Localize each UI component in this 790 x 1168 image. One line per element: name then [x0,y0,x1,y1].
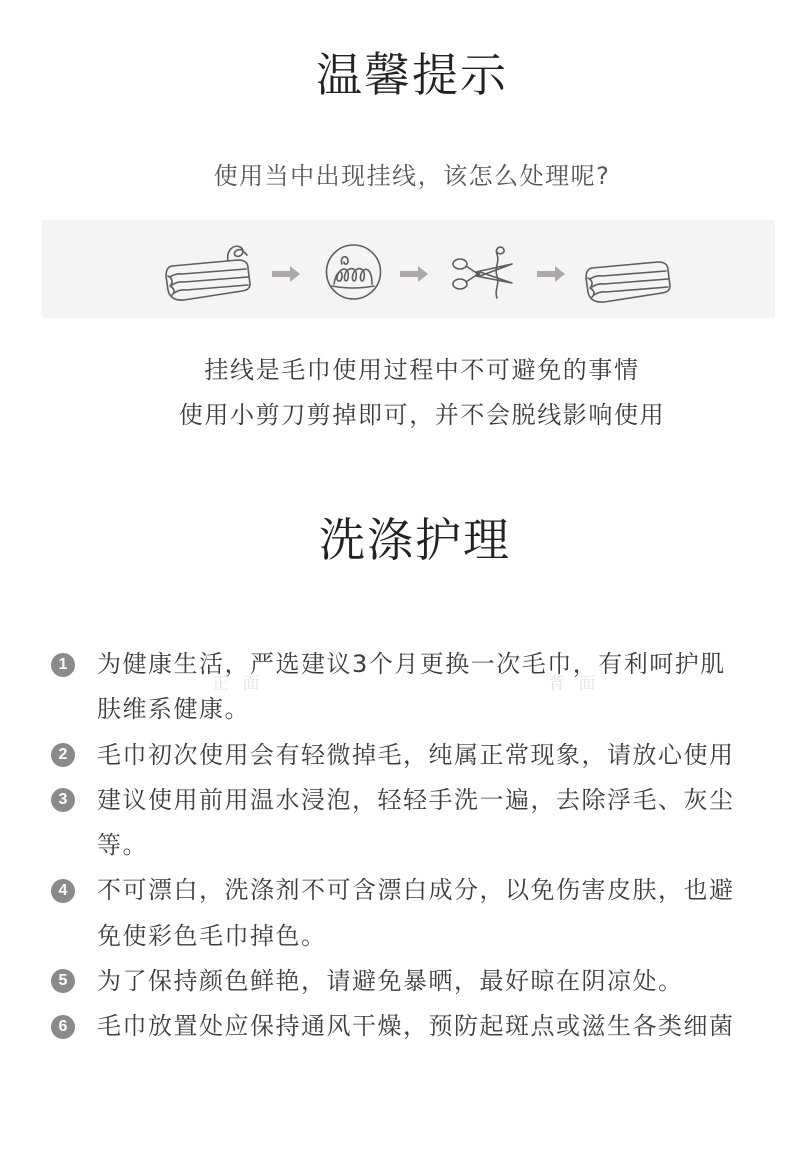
list-item [0,733,790,778]
answer-line: 挂线是毛巾使用过程中不可避免的事情 [204,356,640,384]
list-item [0,1004,790,1049]
item-text-line: 等。 [97,831,148,859]
item-text-line: 肤维系健康。 [97,695,250,724]
list-item [0,642,790,733]
item-text-line: 免使彩色毛巾掉色。 [97,921,327,950]
item-number-badge: 3 [51,788,75,812]
item-text-line: 为健康生活，严选建议3个月更换一次毛巾，有利呵护肌 [97,650,726,678]
loop-closeup-icon [327,245,381,299]
scissors-cut-icon [453,247,512,298]
notice-question: 使用当中出现挂线，该怎么处理呢? [213,162,611,190]
item-number-badge: 6 [51,1015,75,1039]
care-instructions-list [0,642,790,1049]
list-item [0,778,790,869]
folded-towel-icon [586,262,670,302]
item-text-line: 毛巾放置处应保持通风干燥，预防起斑点或滋生各类细菌 [97,1012,735,1040]
notice-answer [54,348,790,438]
item-text-line: 为了保持颜色鲜艳，请避免暴晒，最好晾在阴凉处。 [97,966,684,995]
arrow-right-icon [400,266,428,282]
item-number-badge: 1 [51,653,75,677]
item-text-line: 不可漂白，洗涤剂不可含漂白成分，以免伤害皮肤，也避 [97,876,735,905]
list-item [0,868,790,959]
care-title: 洗涤护理 [319,513,511,567]
notice-title: 温馨提示 [316,48,508,102]
watermark-back: 背 面 [548,674,600,694]
steps-illustration [42,220,775,318]
towel-with-loop-icon [166,246,250,300]
item-text-line: 毛巾初次使用会有轻微掉毛，纯属正常现象，请放心使用 [97,740,735,769]
item-text-line: 建议使用前用温水浸泡，轻轻手洗一遍，去除浮毛、灰尘 [97,785,735,814]
watermark-front: 正 面 [212,674,264,694]
arrow-right-icon [272,266,300,282]
item-number-badge: 2 [51,743,75,767]
list-item [0,959,790,1004]
answer-line: 使用小剪刀剪掉即可，并不会脱线影响使用 [178,401,666,429]
arrow-right-icon [537,266,565,282]
item-number-badge: 4 [51,879,75,903]
loop-handling-steps [42,220,775,318]
item-number-badge: 5 [51,969,75,993]
